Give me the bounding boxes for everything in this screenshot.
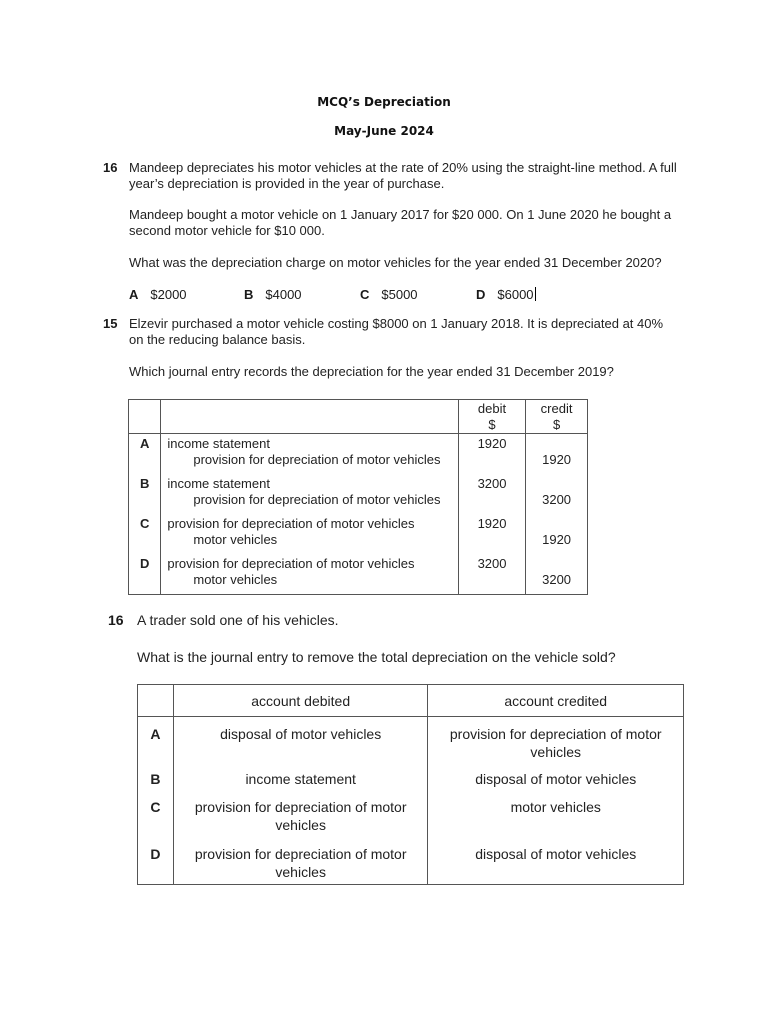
debit-cell: 3200 xyxy=(458,474,525,514)
credited-cell: disposal of motor vehicles xyxy=(428,841,684,885)
account-credited-header: account credited xyxy=(428,685,684,717)
table-header-cell xyxy=(138,685,174,717)
page-subtitle: May-June 2024 xyxy=(334,124,434,138)
debit-cell: 3200 xyxy=(458,554,525,595)
debited-cell: provision for depreciation of motor vehicles xyxy=(173,841,428,885)
credit-cell: 1920 xyxy=(526,434,588,474)
debit-cell: 1920 xyxy=(458,514,525,554)
debit-cell: 1920 xyxy=(458,434,525,474)
question-number: 16 xyxy=(103,160,118,175)
row-letter: A xyxy=(129,434,161,474)
answer-option-c[interactable] xyxy=(360,287,418,302)
row-letter: C xyxy=(138,795,174,841)
row-letter: C xyxy=(129,514,161,554)
table-header-cell xyxy=(161,400,459,434)
text-cursor xyxy=(535,287,536,301)
journal-entry-table xyxy=(128,399,588,595)
answer-option-d[interactable] xyxy=(476,287,536,302)
option-value: $4000 xyxy=(265,287,302,302)
debited-cell: disposal of motor vehicles xyxy=(173,717,428,767)
answer-option-b[interactable] xyxy=(244,287,302,302)
journal-entry-table xyxy=(137,684,684,885)
credit-cell: 3200 xyxy=(526,474,588,514)
table-row[interactable] xyxy=(138,841,684,885)
question-prompt: Which journal entry records the depreciation for the year ended 31 December 2019? xyxy=(129,364,614,379)
table-row[interactable] xyxy=(138,767,684,795)
account-cell: provision for depreciation of motor vehicles motor vehicles xyxy=(161,554,459,595)
debited-cell: provision for depreciation of motor vehicles xyxy=(173,795,428,841)
answer-option-a[interactable] xyxy=(129,287,187,302)
credited-cell: motor vehicles xyxy=(428,795,684,841)
question-number: 16 xyxy=(108,612,124,628)
row-letter: D xyxy=(138,841,174,885)
debited-cell: income statement xyxy=(173,767,428,795)
debit-header: debit $ xyxy=(458,400,525,434)
question-prompt: What is the journal entry to remove the total depreciation on the vehicle sold? xyxy=(137,649,616,665)
credited-cell: provision for depreciation of motor vehicles xyxy=(428,717,684,767)
credit-header: credit $ xyxy=(526,400,588,434)
option-letter: D xyxy=(476,287,486,302)
row-letter: D xyxy=(129,554,161,595)
table-row[interactable] xyxy=(138,795,684,841)
table-row[interactable] xyxy=(138,717,684,767)
table-row[interactable] xyxy=(129,474,588,514)
question-text: Mandeep bought a motor vehicle on 1 January 2017 for $20 000. On 1 June 2020 he bought a second motor vehicle for $10 000. xyxy=(129,207,672,238)
question-number: 15 xyxy=(103,316,118,331)
credit-cell: 1920 xyxy=(526,514,588,554)
row-letter: B xyxy=(138,767,174,795)
option-value: $5000 xyxy=(381,287,418,302)
option-letter: C xyxy=(360,287,370,302)
credit-cell: 3200 xyxy=(526,554,588,595)
question-prompt: What was the depreciation charge on motor vehicles for the year ended 31 December 2020? xyxy=(129,255,662,270)
option-value: $2000 xyxy=(150,287,187,302)
table-row[interactable] xyxy=(129,554,588,595)
row-letter: A xyxy=(138,717,174,767)
option-letter: B xyxy=(244,287,254,302)
credited-cell: disposal of motor vehicles xyxy=(428,767,684,795)
account-cell: provision for depreciation of motor vehicles motor vehicles xyxy=(161,514,459,554)
account-debited-header: account debited xyxy=(173,685,428,717)
row-letter: B xyxy=(129,474,161,514)
question-text: A trader sold one of his vehicles. xyxy=(137,612,339,628)
table-header-cell xyxy=(129,400,161,434)
table-row[interactable] xyxy=(129,434,588,474)
option-letter: A xyxy=(129,287,139,302)
question-text: Mandeep depreciates his motor vehicles at the rate of 20% using the straight-line method. A full year’s depreciation is provided in the year of purchase. xyxy=(129,160,677,191)
account-cell: income statement provision for depreciation of motor vehicles xyxy=(161,474,459,514)
option-value: $6000 xyxy=(497,287,534,302)
page-title: MCQ’s Depreciation xyxy=(317,95,451,109)
question-text: Elzevir purchased a motor vehicle costing $8000 on 1 January 2018. It is depreciated at 40% on the reducing balance basis. xyxy=(129,316,664,347)
table-row[interactable] xyxy=(129,514,588,554)
account-cell: income statement provision for depreciation of motor vehicles xyxy=(161,434,459,474)
